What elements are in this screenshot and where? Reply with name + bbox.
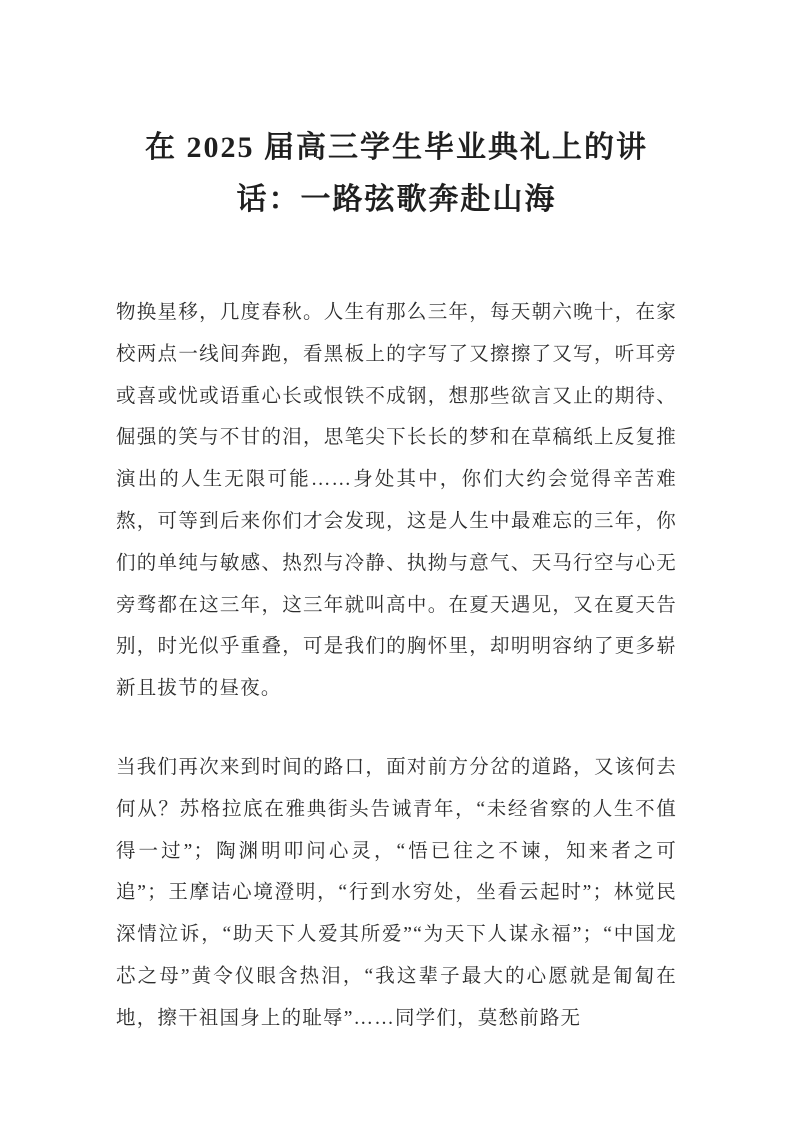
- paragraph-1: 物换星移，几度春秋。人生有那么三年，每天朝六晚十，在家校两点一线间奔跑，看黑板上的字写了又擦擦了又写，听耳旁或喜或忧或语重心长或恨铁不成钢，想那些欲言又止的期待、倔强的笑与不甘的泪，思笔尖下长长的梦和在草稿纸上反复推演出的人生无限可能……身处其中，你们大约会觉得辛苦难熬，可等到后来你们才会发现，这是人生中最难忘的三年，你们的单纯与敏感、热烈与冷静、执拗与意气、天马行空与心无旁骛都在这三年，这三年就叫高中。在夏天遇见，又在夏天告别，时光似乎重叠，可是我们的胸怀里，却明明容纳了更多崭新且拔节的昼夜。: [116, 302, 677, 700]
- document-body: [116, 292, 677, 1040]
- document-title: 在 2025 届高三学生毕业典礼上的讲话：一路弦歌奔赴山海: [145, 131, 648, 216]
- document-content: [116, 0, 677, 1040]
- paragraph-2: 当我们再次来到时间的路口，面对前方分岔的道路，又该何去何从？苏格拉底在雅典街头告诫青年，“未经省察的人生不值得一过”；陶渊明叩问心灵，“悟已往之不谏，知来者之可追”；王摩诘心境澄明，“行到水穷处，坐看云起时”；林觉民深情泣诉，“助天下人爱其所爱”“为天下人谋永福”；“中国龙芯之母”黄令仪眼含热泪，“我这辈子最大的心愿就是匍匐在地，擦干祖国身上的耻辱”……同学们，莫愁前路无: [116, 756, 677, 1029]
